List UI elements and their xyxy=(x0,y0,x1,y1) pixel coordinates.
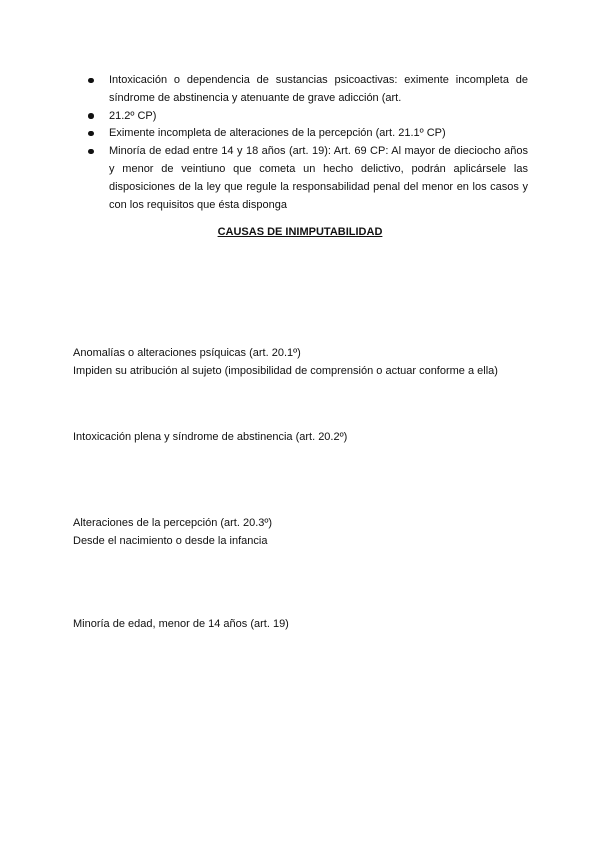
list-item xyxy=(85,143,528,214)
cause-block-intoxicacion xyxy=(73,428,543,446)
cause-detail: Impiden su atribución al sujeto (imposibilidad de comprensión o actuar conforme a ella) xyxy=(73,365,498,377)
list-item xyxy=(85,108,528,126)
cause-block-anomalias xyxy=(73,344,543,380)
cause-heading: Anomalías o alteraciones psíquicas (art. 20.1º) xyxy=(73,347,301,359)
list-item xyxy=(85,72,528,108)
list-item-text: Minoría de edad entre 14 y 18 años (art. 19): Art. 69 CP: Al mayor de dieciocho años y menor de veintiuno que cometa un hecho delictivo, podrán aplicársele las disposiciones de la ley que regule la responsabilidad penal del menor en los casos y con los requisitos que ésta disponga xyxy=(109,145,528,211)
list-item-text: Intoxicación o dependencia de sustancias psicoactivas: eximente incompleta de síndrome de abstinencia y atenuante de grave adicción (art. xyxy=(109,74,528,104)
list-item xyxy=(85,125,528,143)
cause-heading: Alteraciones de la percepción (art. 20.3º) xyxy=(73,517,273,529)
cause-heading: Intoxicación plena y síndrome de abstinencia (art. 20.2º) xyxy=(73,431,348,443)
list-item-text: 21.2º CP) xyxy=(109,109,157,122)
intro-bullet-list xyxy=(85,72,528,214)
cause-heading: Minoría de edad, menor de 14 años (art. 19) xyxy=(73,618,289,630)
bullet-icon xyxy=(88,113,94,119)
bullet-icon xyxy=(88,78,94,84)
cause-block-percepcion xyxy=(73,514,543,550)
list-item-text: Eximente incompleta de alteraciones de la percepción (art. 21.1º CP) xyxy=(109,127,446,140)
bullet-icon xyxy=(88,149,94,155)
section-title: CAUSAS DE INIMPUTABILIDAD xyxy=(217,226,383,238)
cause-detail: Desde el nacimiento o desde la infancia xyxy=(73,535,268,547)
cause-block-minoria xyxy=(73,615,543,633)
bullet-icon xyxy=(88,131,94,137)
